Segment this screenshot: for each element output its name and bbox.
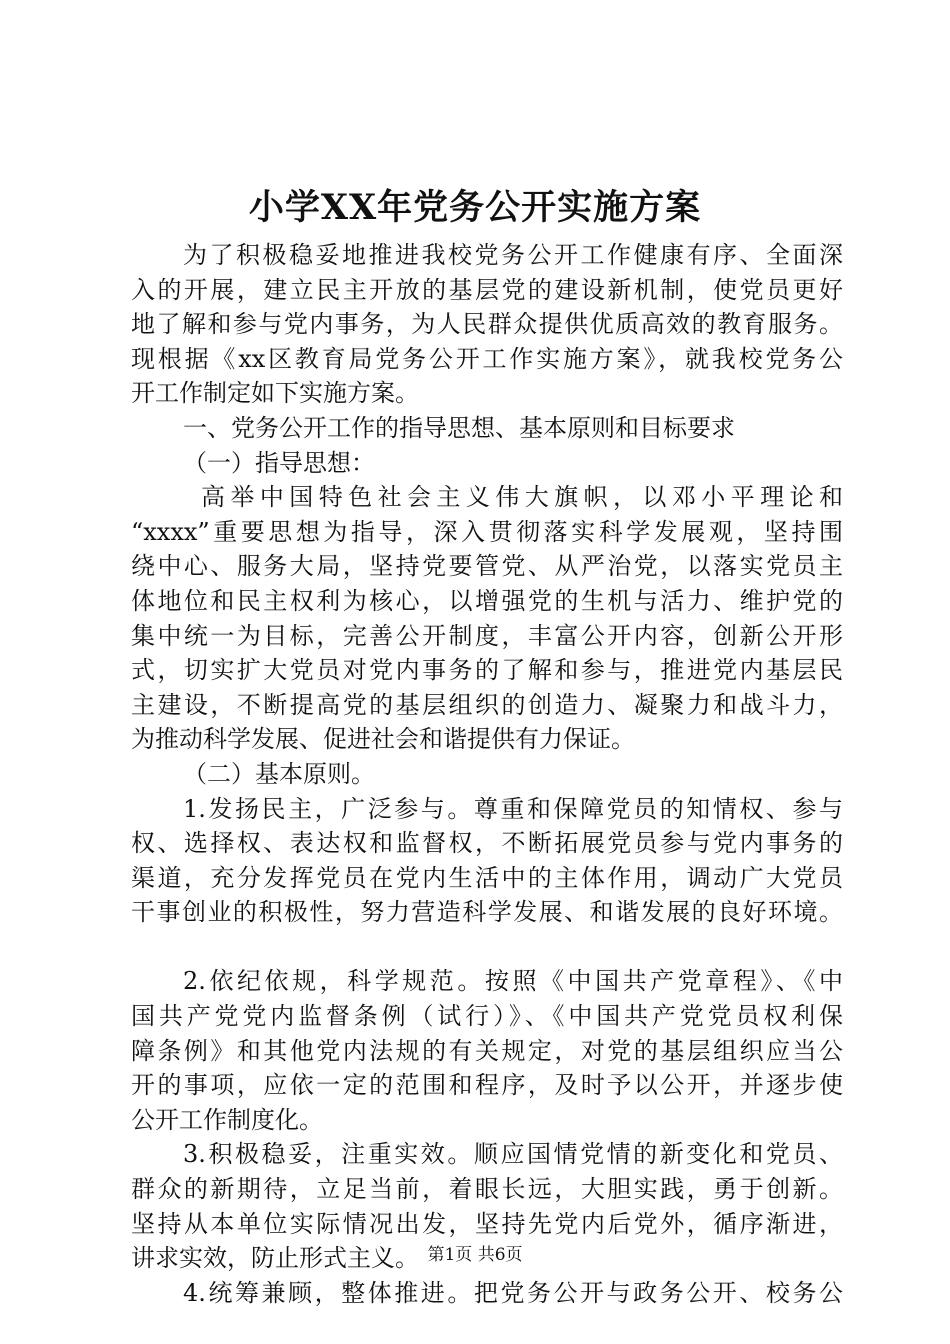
- text-line: 集中统一为目标，完善公开制度，丰富公开内容，创新公开形: [131, 621, 843, 650]
- text-line: 高举中国特色社会主义伟大旗帜，以邓小平理论和: [201, 483, 843, 512]
- subsection-heading: （一）指导思想：: [183, 448, 375, 477]
- text-line: 1.发扬民主，广泛参与。尊重和保障党员的知情权、参与: [183, 794, 843, 823]
- text-line: 式，切实扩大党员对党内事务的了解和参与，推进党内基层民: [131, 656, 843, 685]
- paragraph-principle-2: [131, 964, 843, 1137]
- text-line: 3.积极稳妥，注重实效。顺应国情党情的新变化和党员、: [183, 1140, 843, 1169]
- text-line: 入的开展，建立民主开放的基层党的建设新机制，使党员更好: [131, 275, 843, 304]
- section-heading: 一、党务公开工作的指导思想、基本原则和目标要求: [183, 413, 735, 442]
- text-line: 为推动科学发展、促进社会和谐提供有力保证。: [131, 725, 635, 754]
- text-line: 4.统筹兼顾，整体推进。把党务公开与政务公开、校务公: [183, 1278, 843, 1307]
- document-body: [131, 238, 843, 1310]
- paragraph-principle-4: [131, 1276, 843, 1311]
- text-line: 渠道，充分发挥党员在党内生活中的主体作用，调动广大党员: [131, 863, 843, 892]
- text-line: 干事创业的积极性，努力营造科学发展、和谐发展的良好环境。: [131, 898, 843, 927]
- text-line: 权、选择权、表达权和监督权，不断拓展党员参与党内事务的: [131, 829, 843, 858]
- paragraph-principle-1: [131, 792, 843, 930]
- paragraph-intro: [131, 238, 843, 411]
- paragraph-spacer: [131, 930, 843, 965]
- text-line: 现根据《xx区教育局党务公开工作实施方案》，就我校党务公: [131, 344, 843, 373]
- document-title: 小学XX年党务公开实施方案: [248, 187, 702, 228]
- text-line: 讲求实效，防止形式主义。: [131, 1244, 419, 1273]
- text-line: 主建设，不断提高党的基层组织的创造力、凝聚力和战斗力，: [131, 690, 843, 719]
- text-line: 绕中心、服务大局，坚持党要管党、从严治党，以落实党员主: [131, 552, 843, 581]
- text-line: 为了积极稳妥地推进我校党务公开工作健康有序、全面深: [183, 241, 843, 269]
- text-line: 坚持从本单位实际情况出发，坚持先党内后党外，循序渐进，: [131, 1209, 843, 1238]
- text-line: 障条例》和其他党内法规的有关规定，对党的基层组织应当公: [131, 1036, 843, 1065]
- text-line: 群众的新期待，立足当前，着眼长远，大胆实践，勇于创新。: [131, 1175, 843, 1204]
- paragraph-guiding-thought: [131, 480, 843, 757]
- text-line: 开工作制定如下实施方案。: [131, 379, 419, 408]
- text-line: 体地位和民主权利为核心，以增强党的生机与活力、维护党的: [131, 586, 843, 615]
- text-line: 公开工作制度化。: [131, 1105, 323, 1134]
- subsection-heading: （二）基本原则。: [183, 759, 375, 788]
- text-line: 国共产党党内监督条例（试行）》、《中国共产党党员权利保: [131, 1002, 843, 1031]
- text-line: 开的事项，应依一定的范围和程序，及时予以公开，并逐步使: [131, 1071, 843, 1100]
- text-line: “xxxx”重要思想为指导，深入贯彻落实科学发展观，坚持围: [131, 517, 843, 546]
- page-footer: 第1页 共6页: [427, 1245, 523, 1265]
- text-line: 2.依纪依规，科学规范。按照《中国共产党章程》、《中: [183, 967, 843, 996]
- text-line: 地了解和参与党内事务，为人民群众提供优质高效的教育服务。: [131, 310, 843, 339]
